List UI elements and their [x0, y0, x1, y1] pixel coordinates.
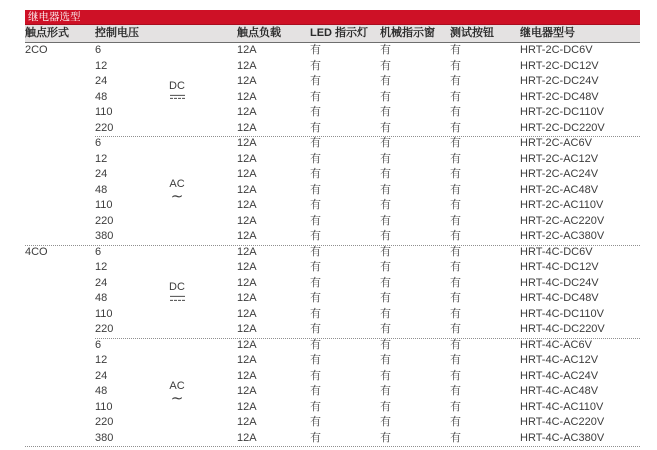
table-row	[25, 167, 640, 183]
cell-model: HRT-4C-DC12V	[520, 261, 599, 273]
cell-load: 12A	[237, 75, 257, 87]
cell-voltage: 220	[95, 323, 114, 335]
table-row	[25, 152, 640, 168]
cell-contact-form	[25, 167, 95, 183]
section-title-bar	[25, 10, 640, 25]
cell-led-indicator: 有	[310, 230, 321, 242]
table-row	[25, 43, 640, 59]
cell-mech-window: 有	[380, 261, 391, 273]
cell-load: 12A	[237, 230, 257, 242]
cell-mech-window: 有	[380, 90, 391, 103]
current-type-label: DC	[169, 280, 185, 293]
cell-mech-window: 有	[380, 59, 391, 72]
table-row	[25, 245, 640, 261]
cell-voltage: 12	[95, 261, 108, 273]
cell-contact-form	[25, 198, 95, 214]
cell-contact-form	[25, 121, 95, 137]
cell-voltage: 24	[95, 75, 108, 87]
cell-contact-form	[25, 183, 95, 199]
cell-contact-form: 2CO	[25, 44, 48, 56]
cell-load: 12A	[237, 44, 257, 56]
cell-contact-form	[25, 338, 95, 354]
cell-voltage: 48	[95, 90, 108, 103]
cell-load: 12A	[237, 276, 257, 289]
cell-load: 12A	[237, 400, 257, 413]
cell-test-button: 有	[450, 44, 461, 56]
cell-test-button: 有	[450, 369, 461, 382]
cell-voltage: 110	[95, 106, 113, 118]
cell-model: HRT-2C-DC110V	[520, 106, 604, 118]
cell-voltage: 48	[95, 385, 108, 397]
cell-model: HRT-2C-DC24V	[520, 75, 599, 87]
cell-load: 12A	[237, 90, 257, 103]
cell-voltage: 220	[95, 416, 114, 428]
cell-led-indicator: 有	[310, 106, 321, 118]
cell-model: HRT-4C-AC12V	[520, 354, 599, 366]
cell-led-indicator: 有	[310, 431, 321, 444]
cell-mech-window: 有	[380, 230, 391, 242]
table-row	[25, 291, 640, 307]
table-row	[25, 121, 640, 137]
cell-led-indicator: 有	[310, 400, 321, 413]
cell-contact-form	[25, 384, 95, 400]
cell-mech-window: 有	[380, 152, 391, 165]
cell-model: HRT-4C-AC380V	[520, 431, 605, 444]
table-header-row	[25, 25, 640, 43]
cell-load: 12A	[237, 385, 257, 397]
cell-led-indicator: 有	[310, 245, 321, 258]
cell-model: HRT-2C-AC48V	[520, 183, 599, 196]
cell-contact-form	[25, 214, 95, 230]
cell-test-button: 有	[450, 90, 461, 103]
cell-test-button: 有	[450, 354, 461, 366]
cell-led-indicator: 有	[310, 44, 321, 56]
cell-voltage: 6	[95, 44, 102, 56]
cell-test-button: 有	[450, 431, 461, 444]
section-title: 继电器选型	[28, 11, 81, 23]
cell-mech-window: 有	[380, 385, 391, 397]
table-row	[25, 307, 640, 323]
cell-voltage: 12	[95, 152, 108, 165]
cell-test-button: 有	[450, 137, 461, 149]
cell-voltage: 24	[95, 369, 108, 382]
column-header-model: 继电器型号	[520, 27, 575, 39]
cell-model: HRT-4C-AC48V	[520, 385, 599, 397]
cell-contact-form	[25, 291, 95, 307]
cell-led-indicator: 有	[310, 354, 321, 366]
cell-model: HRT-4C-DC24V	[520, 276, 599, 289]
column-header-contact-load: 触点负载	[237, 27, 281, 39]
cell-model: HRT-2C-AC110V	[520, 199, 604, 211]
cell-voltage: 12	[95, 59, 108, 72]
cell-test-button: 有	[450, 121, 461, 134]
cell-mech-window: 有	[380, 431, 391, 444]
table-row	[25, 353, 640, 369]
cell-load: 12A	[237, 152, 257, 165]
cell-led-indicator: 有	[310, 276, 321, 289]
table-row	[25, 260, 640, 276]
cell-voltage: 24	[95, 168, 108, 180]
cell-load: 12A	[237, 261, 257, 273]
cell-voltage: 24	[95, 276, 108, 289]
cell-test-button: 有	[450, 323, 461, 335]
current-type-label: DC	[169, 79, 185, 92]
cell-test-button: 有	[450, 168, 461, 180]
cell-voltage: 48	[95, 292, 108, 304]
cell-test-button: 有	[450, 106, 461, 118]
cell-test-button: 有	[450, 338, 461, 351]
cell-contact-form	[25, 59, 95, 75]
cell-test-button: 有	[450, 183, 461, 196]
cell-model: HRT-2C-AC12V	[520, 152, 599, 165]
ac-symbol-icon: ∼	[170, 188, 184, 206]
cell-contact-form	[25, 431, 95, 447]
cell-model: HRT-4C-DC110V	[520, 307, 604, 320]
cell-contact-form	[25, 136, 95, 152]
cell-load: 12A	[237, 199, 257, 211]
cell-model: HRT-2C-AC24V	[520, 168, 599, 180]
cell-voltage: 110	[95, 199, 113, 211]
column-header-control-voltage: 控制电压	[95, 27, 139, 39]
column-header-test-button: 测试按钮	[450, 27, 494, 39]
cell-model: HRT-4C-DC6V	[520, 245, 593, 258]
cell-led-indicator: 有	[310, 137, 321, 149]
cell-led-indicator: 有	[310, 199, 321, 211]
table-row	[25, 322, 640, 338]
cell-test-button: 有	[450, 75, 461, 87]
cell-contact-form	[25, 400, 95, 416]
cell-contact-form	[25, 369, 95, 385]
cell-load: 12A	[237, 416, 257, 428]
table-row	[25, 214, 640, 230]
cell-model: HRT-2C-DC220V	[520, 121, 605, 134]
cell-led-indicator: 有	[310, 214, 321, 227]
table-row	[25, 198, 640, 214]
cell-mech-window: 有	[380, 354, 391, 366]
cell-mech-window: 有	[380, 214, 391, 227]
cell-contact-form	[25, 415, 95, 431]
cell-load: 12A	[237, 183, 257, 196]
cell-voltage: 220	[95, 214, 114, 227]
cell-load: 12A	[237, 431, 257, 444]
cell-contact-form	[25, 353, 95, 369]
cell-contact-form	[25, 152, 95, 168]
cell-mech-window: 有	[380, 199, 391, 211]
cell-mech-window: 有	[380, 369, 391, 382]
cell-mech-window: 有	[380, 400, 391, 413]
cell-model: HRT-2C-AC220V	[520, 214, 605, 227]
cell-led-indicator: 有	[310, 152, 321, 165]
cell-test-button: 有	[450, 307, 461, 320]
cell-load: 12A	[237, 323, 257, 335]
cell-contact-form	[25, 260, 95, 276]
cell-test-button: 有	[450, 276, 461, 289]
column-header-led-indicator: LED 指示灯	[310, 27, 369, 39]
cell-contact-form	[25, 90, 95, 106]
cell-load: 12A	[237, 338, 257, 351]
cell-load: 12A	[237, 369, 257, 382]
cell-led-indicator: 有	[310, 338, 321, 351]
table-row	[25, 384, 640, 400]
table-row	[25, 74, 640, 90]
cell-mech-window: 有	[380, 307, 391, 320]
cell-mech-window: 有	[380, 323, 391, 335]
cell-model: HRT-2C-AC6V	[520, 137, 592, 149]
cell-contact-form	[25, 276, 95, 292]
cell-model: HRT-2C-DC12V	[520, 59, 599, 72]
cell-contact-form	[25, 322, 95, 338]
cell-led-indicator: 有	[310, 168, 321, 180]
cell-led-indicator: 有	[310, 369, 321, 382]
cell-test-button: 有	[450, 152, 461, 165]
voltage-group-dc-2	[25, 245, 640, 338]
cell-led-indicator: 有	[310, 261, 321, 273]
cell-test-button: 有	[450, 59, 461, 72]
relay-selection-table	[25, 10, 640, 447]
cell-led-indicator: 有	[310, 75, 321, 87]
cell-mech-window: 有	[380, 245, 391, 258]
table-row	[25, 431, 640, 447]
cell-voltage: 380	[95, 230, 114, 242]
cell-led-indicator: 有	[310, 59, 321, 72]
cell-mech-window: 有	[380, 168, 391, 180]
cell-model: HRT-4C-AC24V	[520, 369, 599, 382]
cell-model: HRT-4C-AC110V	[520, 400, 604, 413]
cell-load: 12A	[237, 59, 257, 72]
table-row	[25, 369, 640, 385]
table-row	[25, 229, 640, 245]
cell-mech-window: 有	[380, 276, 391, 289]
cell-led-indicator: 有	[310, 292, 321, 304]
cell-load: 12A	[237, 168, 257, 180]
current-type-label: AC	[169, 178, 185, 191]
cell-mech-window: 有	[380, 137, 391, 149]
cell-load: 12A	[237, 214, 257, 227]
cell-model: HRT-4C-DC220V	[520, 323, 605, 335]
cell-test-button: 有	[450, 292, 461, 304]
cell-voltage: 110	[95, 307, 113, 320]
cell-test-button: 有	[450, 416, 461, 428]
cell-test-button: 有	[450, 199, 461, 211]
cell-mech-window: 有	[380, 338, 391, 351]
cell-load: 12A	[237, 307, 257, 320]
cell-voltage: 12	[95, 354, 108, 366]
cell-load: 12A	[237, 106, 257, 118]
table-row	[25, 105, 640, 121]
cell-test-button: 有	[450, 214, 461, 227]
cell-mech-window: 有	[380, 292, 391, 304]
cell-voltage: 6	[95, 338, 102, 351]
table-row	[25, 59, 640, 75]
cell-mech-window: 有	[380, 121, 391, 134]
cell-led-indicator: 有	[310, 323, 321, 335]
cell-contact-form	[25, 307, 95, 323]
cell-test-button: 有	[450, 385, 461, 397]
cell-led-indicator: 有	[310, 121, 321, 134]
cell-contact-form	[25, 105, 95, 121]
cell-mech-window: 有	[380, 416, 391, 428]
current-type-label: AC	[169, 379, 185, 392]
column-header-contact-form: 触点形式	[25, 27, 69, 39]
cell-voltage: 110	[95, 400, 113, 413]
cell-test-button: 有	[450, 245, 461, 258]
cell-contact-form	[25, 74, 95, 90]
cell-contact-form: 4CO	[25, 245, 48, 258]
cell-load: 12A	[237, 137, 257, 149]
voltage-group-ac-1	[25, 136, 640, 245]
table-row	[25, 136, 640, 152]
cell-model: HRT-4C-DC48V	[520, 292, 599, 304]
table-row	[25, 338, 640, 354]
table-row	[25, 400, 640, 416]
cell-model: HRT-4C-AC6V	[520, 338, 592, 351]
table-row	[25, 90, 640, 106]
cell-load: 12A	[237, 292, 257, 304]
cell-led-indicator: 有	[310, 385, 321, 397]
cell-led-indicator: 有	[310, 416, 321, 428]
column-header-mech-window: 机械指示窗	[380, 27, 435, 39]
cell-contact-form	[25, 229, 95, 245]
cell-led-indicator: 有	[310, 90, 321, 103]
cell-led-indicator: 有	[310, 307, 321, 320]
cell-led-indicator: 有	[310, 183, 321, 196]
table-row	[25, 415, 640, 431]
cell-voltage: 220	[95, 121, 114, 134]
voltage-group-dc-0	[25, 43, 640, 136]
cell-voltage: 6	[95, 245, 102, 258]
cell-model: HRT-2C-DC6V	[520, 44, 593, 56]
ac-symbol-icon: ∼	[170, 389, 184, 407]
cell-load: 12A	[237, 245, 257, 258]
cell-mech-window: 有	[380, 106, 391, 118]
cell-mech-window: 有	[380, 44, 391, 56]
cell-mech-window: 有	[380, 183, 391, 196]
cell-model: HRT-2C-AC380V	[520, 230, 605, 242]
cell-model: HRT-4C-AC220V	[520, 416, 605, 428]
cell-voltage: 380	[95, 431, 114, 444]
cell-load: 12A	[237, 354, 257, 366]
cell-mech-window: 有	[380, 75, 391, 87]
cell-test-button: 有	[450, 230, 461, 242]
cell-load: 12A	[237, 121, 257, 134]
table-body	[25, 43, 640, 447]
cell-test-button: 有	[450, 400, 461, 413]
voltage-group-ac-3	[25, 338, 640, 447]
cell-test-button: 有	[450, 261, 461, 273]
cell-voltage: 6	[95, 137, 102, 149]
cell-voltage: 48	[95, 183, 108, 196]
table-row	[25, 276, 640, 292]
cell-model: HRT-2C-DC48V	[520, 90, 599, 103]
